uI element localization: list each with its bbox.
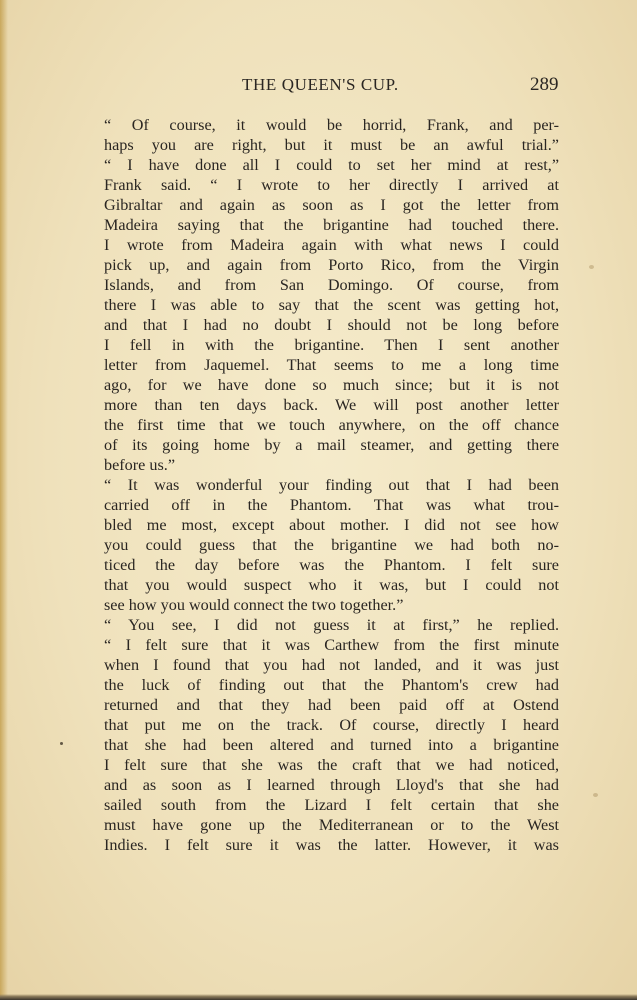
text-line: Madeira saying that the brigantine had touched there.	[104, 216, 559, 234]
text-line: ticed the day before was the Phantom. I felt sure	[104, 556, 559, 574]
text-line: there I was able to say that the scent was getting hot,	[104, 296, 559, 314]
text-line: that she had been altered and turned into a brigantine	[104, 736, 559, 754]
text-line: haps you are right, but it must be an awful trial.”	[104, 136, 559, 154]
running-title: THE QUEEN'S CUP.	[242, 75, 399, 94]
text-line: I felt sure that she was the craft that we had noticed,	[104, 756, 559, 774]
text-line: pick up, and again from Porto Rico, from the Virgin	[104, 256, 559, 274]
text-line: the luck of finding out that the Phantom's crew had	[104, 676, 559, 694]
text-line: bled me most, except about mother. I did not see how	[104, 516, 559, 534]
page-number: 289	[530, 74, 559, 95]
text-line: sailed south from the Lizard I felt certain that she	[104, 796, 559, 814]
text-line: returned and that they had been paid off at Ostend	[104, 696, 559, 714]
running-head	[0, 72, 637, 98]
text-line: “ You see, I did not guess it at first,” he replied.	[104, 616, 559, 634]
ink-smudge	[593, 793, 598, 797]
text-line: “ It was wonderful your finding out that I had been	[104, 476, 559, 494]
text-line: see how you would connect the two together.”	[104, 596, 404, 614]
page-bottom-edge	[0, 994, 637, 1000]
text-line: Gibraltar and again as soon as I got the letter from	[104, 196, 559, 214]
text-line: before us.”	[104, 456, 176, 474]
text-line: I wrote from Madeira again with what news I could	[104, 236, 559, 254]
text-line: and as soon as I learned through Lloyd's that she had	[104, 776, 559, 794]
text-line: and that I had no doubt I should not be long before	[104, 316, 559, 334]
text-line: “ I felt sure that it was Carthew from the first minute	[104, 636, 559, 654]
text-line: that put me on the track. Of course, directly I heard	[104, 716, 559, 734]
text-line: “ Of course, it would be horrid, Frank, and per-	[104, 116, 559, 134]
text-line: more than ten days back. We will post another letter	[104, 396, 559, 414]
text-line: “ I have done all I could to set her mind at rest,”	[104, 156, 559, 174]
text-line: of its going home by a mail steamer, and getting there	[104, 436, 559, 454]
text-line: Frank said. “ I wrote to her directly I arrived at	[104, 176, 559, 194]
text-line: that you would suspect who it was, but I could not	[104, 576, 559, 594]
page-binding-edge	[0, 0, 8, 1000]
ink-smudge	[589, 265, 594, 269]
text-line: must have gone up the Mediterranean or to the West	[104, 816, 559, 834]
text-line: letter from Jaquemel. That seems to me a long time	[104, 356, 559, 374]
text-line: ago, for we have done so much since; but it is not	[104, 376, 559, 394]
text-line: when I found that you had not landed, and it was just	[104, 656, 559, 674]
text-line: the first time that we touch anywhere, on the off chance	[104, 416, 559, 434]
body-text	[104, 115, 559, 855]
ink-smudge	[60, 742, 63, 745]
text-line: carried off in the Phantom. That was what trou-	[104, 496, 559, 514]
text-line: I fell in with the brigantine. Then I sent another	[104, 336, 559, 354]
text-line: Indies. I felt sure it was the latter. However, it was	[104, 836, 559, 854]
text-line: Islands, and from San Domingo. Of course, from	[104, 276, 559, 294]
text-line: you could guess that the brigantine we had both no-	[104, 536, 559, 554]
